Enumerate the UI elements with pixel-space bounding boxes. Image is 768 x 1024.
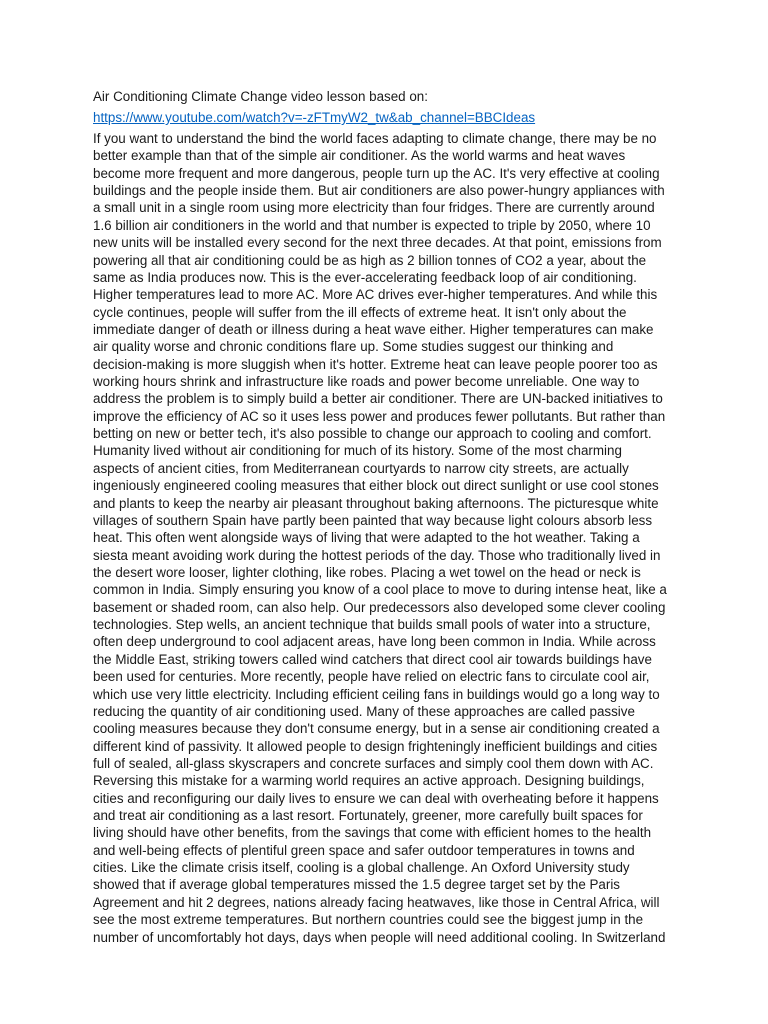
body-line: 1.6 billion air conditioners in the world and that number is expected to triple by 2050, where 10 (93, 217, 651, 233)
body-line: and treat air conditioning as a last resort. Fortunately, greener, more carefully built spaces for (93, 808, 643, 824)
body-line: aspects of ancient cities, from Mediterranean courtyards to narrow city streets, are actually (93, 460, 629, 476)
body-line: same as India produces now. This is the ever-accelerating feedback loop of air conditioning. (93, 269, 637, 285)
body-text (93, 130, 683, 946)
body-line: new units will be installed every second for the next three decades. At that point, emissions from (93, 235, 662, 251)
body-line: air quality worse and chronic conditions flare up. Some studies suggest our thinking and (93, 339, 614, 355)
body-line: living should have other benefits, from the savings that come with efficient homes to the health (93, 825, 652, 841)
body-line: the desert wore looser, lighter clothing, like robes. Placing a wet towel on the head or neck is (93, 564, 641, 580)
body-line: Humanity lived without air conditioning for much of its history. Some of the most charming (93, 443, 622, 459)
body-line: improve the efficiency of AC so it uses less power and produces fewer pollutants. But rather than (93, 408, 666, 424)
body-line: Reversing this mistake for a warming world requires an active approach. Designing buildings, (93, 773, 645, 789)
body-line: reducing the quantity of air conditioning used. Many of these approaches are called passive (93, 703, 635, 719)
body-line: cooling measures because they don't consume energy, but in a sense air conditioning created a (93, 721, 660, 737)
body-line: buildings and the people inside them. But air conditioners are also power-hungry appliances with (93, 183, 665, 199)
body-line: villages of southern Spain have partly been painted that way because light colours absorb less (93, 512, 653, 528)
body-line: a small unit in a single room using more electricity than four fridges. There are currently around (93, 200, 655, 216)
document-heading: Air Conditioning Climate Change video lesson based on: (93, 89, 428, 104)
body-line: cities. Like the climate crisis itself, cooling is a global challenge. An Oxford University study (93, 860, 630, 876)
body-line: often deep underground to cool adjacent areas, have long been common in India. While across (93, 634, 656, 650)
body-line: which use very little electricity. Including efficient ceiling fans in buildings would go a long way to (93, 686, 660, 702)
body-line: betting on new or better tech, it's also possible to change our approach to cooling and comfort. (93, 426, 652, 442)
body-line: full of sealed, all-glass skyscrapers and concrete surfaces and simply cool them down with AC. (93, 755, 654, 771)
body-line: immediate danger of death or illness during a heat wave either. Higher temperatures can make (93, 321, 654, 337)
body-line: become more frequent and more dangerous, people turn up the AC. It's very effective at cooling (93, 165, 660, 181)
body-line: cycle continues, people will suffer from the ill effects of extreme heat. It isn't only about the (93, 304, 627, 320)
body-line: ingeniously engineered cooling measures that either block out direct sunlight or use cool stones (93, 478, 659, 494)
body-line: showed that if average global temperatures missed the 1.5 degree target set by the Paris (93, 877, 621, 893)
body-line: address the problem is to simply build a better air conditioner. There are UN-backed initiatives to (93, 391, 663, 407)
body-line: technologies. Step wells, an ancient technique that builds small pools of water into a structure, (93, 617, 651, 633)
body-line: working hours shrink and infrastructure like roads and power become unreliable. One way to (93, 374, 640, 390)
body-line: number of uncomfortably hot days, days when people will need additional cooling. In Switzerland (93, 929, 666, 945)
body-line: better example than that of the simple air conditioner. As the world warms and heat waves (93, 148, 626, 164)
body-line: If you want to understand the bind the world faces adapting to climate change, there may be no (93, 131, 657, 146)
body-line: siesta meant avoiding work during the hottest periods of the day. Those who traditionally lived in (93, 547, 661, 563)
body-line: common in India. Simply ensuring you know of a cool place to move to during intense heat, like a (93, 582, 667, 598)
document-content (93, 88, 683, 946)
body-line: and well-being effects of plentiful green space and safer outdoor temperatures in towns and (93, 842, 635, 858)
body-line: Higher temperatures lead to more AC. More AC drives ever-higher temperatures. And while this (93, 287, 658, 303)
body-line: see the most extreme temperatures. But northern countries could see the biggest jump in the (93, 912, 644, 928)
body-line: different kind of passivity. It allowed people to design frighteningly inefficient buildings and cities (93, 738, 658, 754)
body-line: heat. This often went alongside ways of living that were adapted to the hot weather. Taking a (93, 530, 640, 546)
video-link[interactable]: https://www.youtube.com/watch?v=-zFTmyW2_tw&ab_channel=BBCIdeas (93, 110, 536, 125)
body-line: Agreement and hit 2 degrees, nations already facing heatwaves, like those in Central Africa, will (93, 894, 660, 910)
body-line: powering all that air conditioning could be as high as 2 billion tonnes of CO2 a year, about the (93, 252, 647, 268)
body-line: cities and reconfiguring our daily lives to ensure we can deal with overheating before it happens (93, 790, 659, 806)
body-line: decision-making is more sluggish when it's hotter. Extreme heat can leave people poorer too as (93, 356, 658, 372)
body-line: been used for centuries. More recently, people have relied on electric fans to circulate cool air, (93, 669, 650, 685)
body-line: and plants to keep the nearby air pleasant throughout baking afternoons. The picturesque white (93, 495, 659, 511)
body-line: basement or shaded room, can also help. Our predecessors also developed some clever cooling (93, 599, 666, 615)
body-line: the Middle East, striking towers called wind catchers that direct cool air towards buildings have (93, 651, 652, 667)
